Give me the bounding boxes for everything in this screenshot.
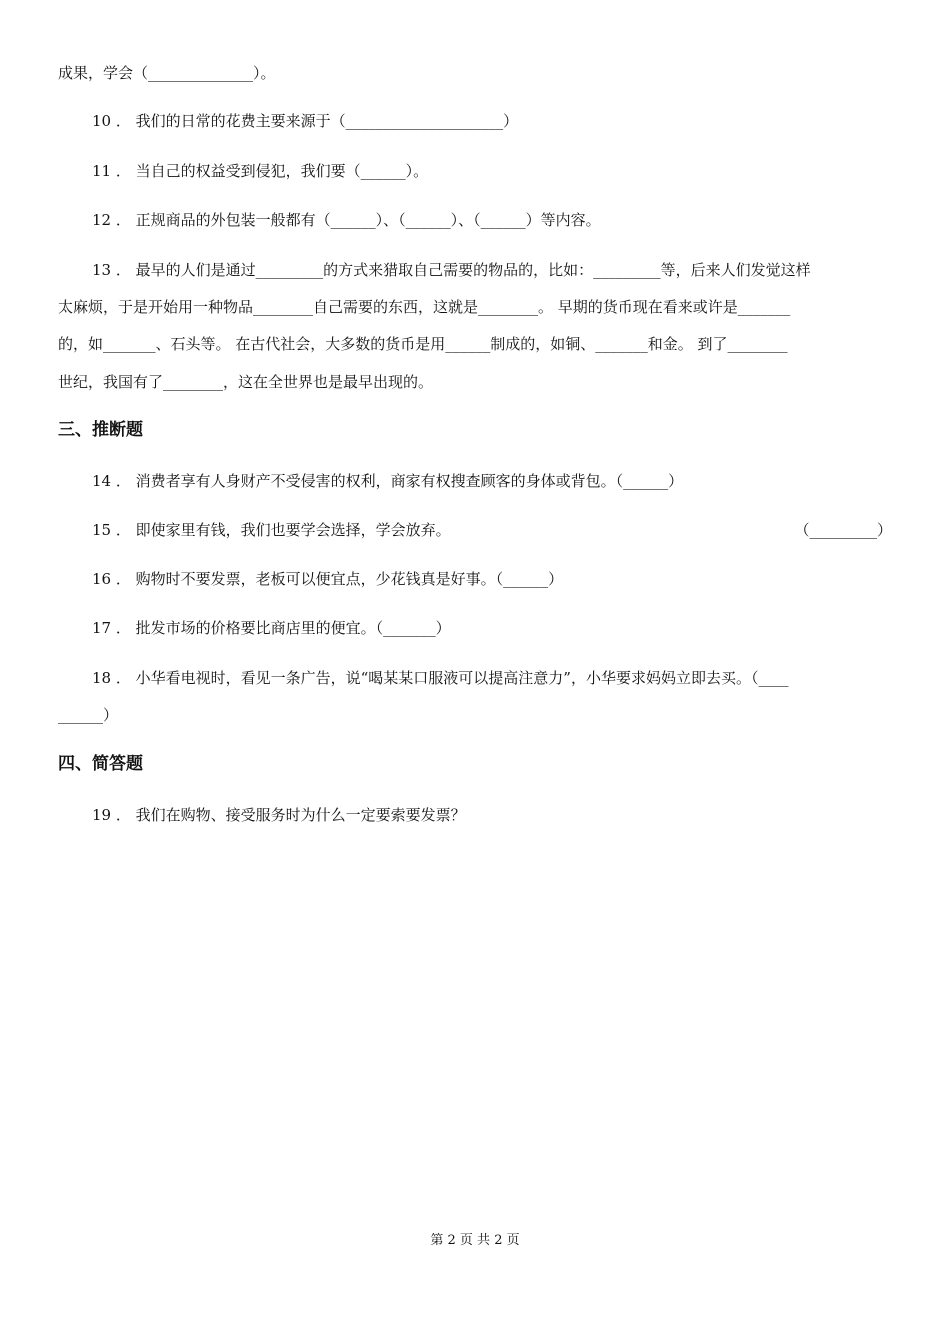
question-15 [58,519,892,541]
question-14: 14 ． 消费者享有人身财产不受侵害的权利，商家有权搜查顾客的身体或背包。（______） [92,472,684,490]
question-13-line-4: 世纪，我国有了________，这在全世界也是最早出现的。 [58,373,434,391]
question-13-line-2: 太麻烦，于是开始用一种物品________自己需要的东西，这就是________。 早期的货币现在看来或许是_______ [58,298,791,316]
question-16: 16 ． 购物时不要发票，老板可以便宜点，少花钱真是好事。（______） [92,570,564,588]
question-19: 19 ． 我们在购物、接受服务时为什么一定要索要发票？ [92,806,466,824]
page-footer: 第 2 页 共 2 页 [430,1233,520,1248]
question-17: 17 ． 批发市场的价格要比商店里的便宜。（_______） [92,619,451,637]
question-18-line-2: ______） [58,706,119,724]
question-13-line-3: 的，如_______、石头等。 在古代社会，大多数的货币是用______制成的，如铜、_______和金。 到了________ [58,335,788,353]
question-9-tail: 成果，学会（______________）。 [58,64,276,82]
question-15-answer: （_________） [794,521,892,539]
question-12: 12 ． 正规商品的外包装一般都有（______）、（______）、（______）等内容。 [92,211,601,229]
question-13-line-1: 13 ． 最早的人们是通过_________的方式来猎取自己需要的物品的，比如：_________等，后来人们发觉这样 [92,261,811,279]
question-15-text: 15 ． 即使家里有钱，我们也要学会选择，学会放弃。 [92,521,451,539]
question-10: 10 ． 我们的日常的花费主要来源于（_____________________） [92,112,519,130]
section-3-heading: 三、推断题 [58,420,143,440]
question-11: 11 ． 当自己的权益受到侵犯，我们要（______）。 [92,162,429,180]
question-18-line-1: 18 ． 小华看电视时，看见一条广告，说“喝某某口服液可以提高注意力”，小华要求妈妈立即去买。（____ [92,669,789,687]
section-4-heading: 四、简答题 [58,754,143,774]
